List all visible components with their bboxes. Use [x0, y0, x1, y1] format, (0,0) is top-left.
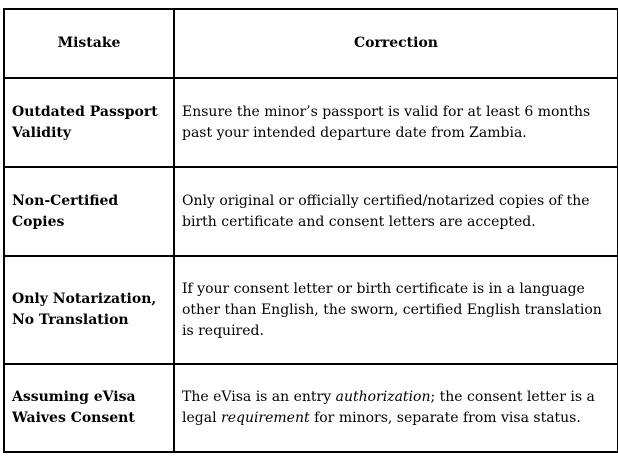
header-correction: Correction [174, 9, 618, 78]
correction-emphasis: requirement [221, 410, 310, 426]
mistakes-table [3, 8, 618, 453]
mistake-cell: Only Notarization, No Translation [4, 256, 174, 364]
correction-text: ; the consent letter is a legal [182, 389, 595, 426]
correction-text: for minors, separate from visa status. [309, 410, 581, 426]
correction-cell: If your consent letter or birth certificate is in a language other than English, the sworn, certified English translation is required. [174, 256, 618, 364]
header-mistake: Mistake [4, 9, 174, 78]
correction-emphasis: authorization [335, 389, 431, 405]
correction-cell: Only original or officially certified/notarized copies of the birth certificate and consent letters are accepted. [174, 167, 618, 256]
mistake-cell: Outdated Passport Validity [4, 78, 174, 167]
correction-text: The eVisa is an entry [182, 389, 336, 405]
table-row [4, 78, 618, 167]
table-row [4, 167, 618, 256]
table-row [4, 256, 618, 364]
correction-cell: Ensure the minor’s passport is valid for at least 6 months past your intended departure date from Zambia. [174, 78, 618, 167]
table-header-row [4, 9, 618, 78]
correction-cell [174, 364, 618, 452]
mistake-cell: Non-Certified Copies [4, 167, 174, 256]
table-row [4, 364, 618, 452]
mistake-cell: Assuming eVisa Waives Consent [4, 364, 174, 452]
